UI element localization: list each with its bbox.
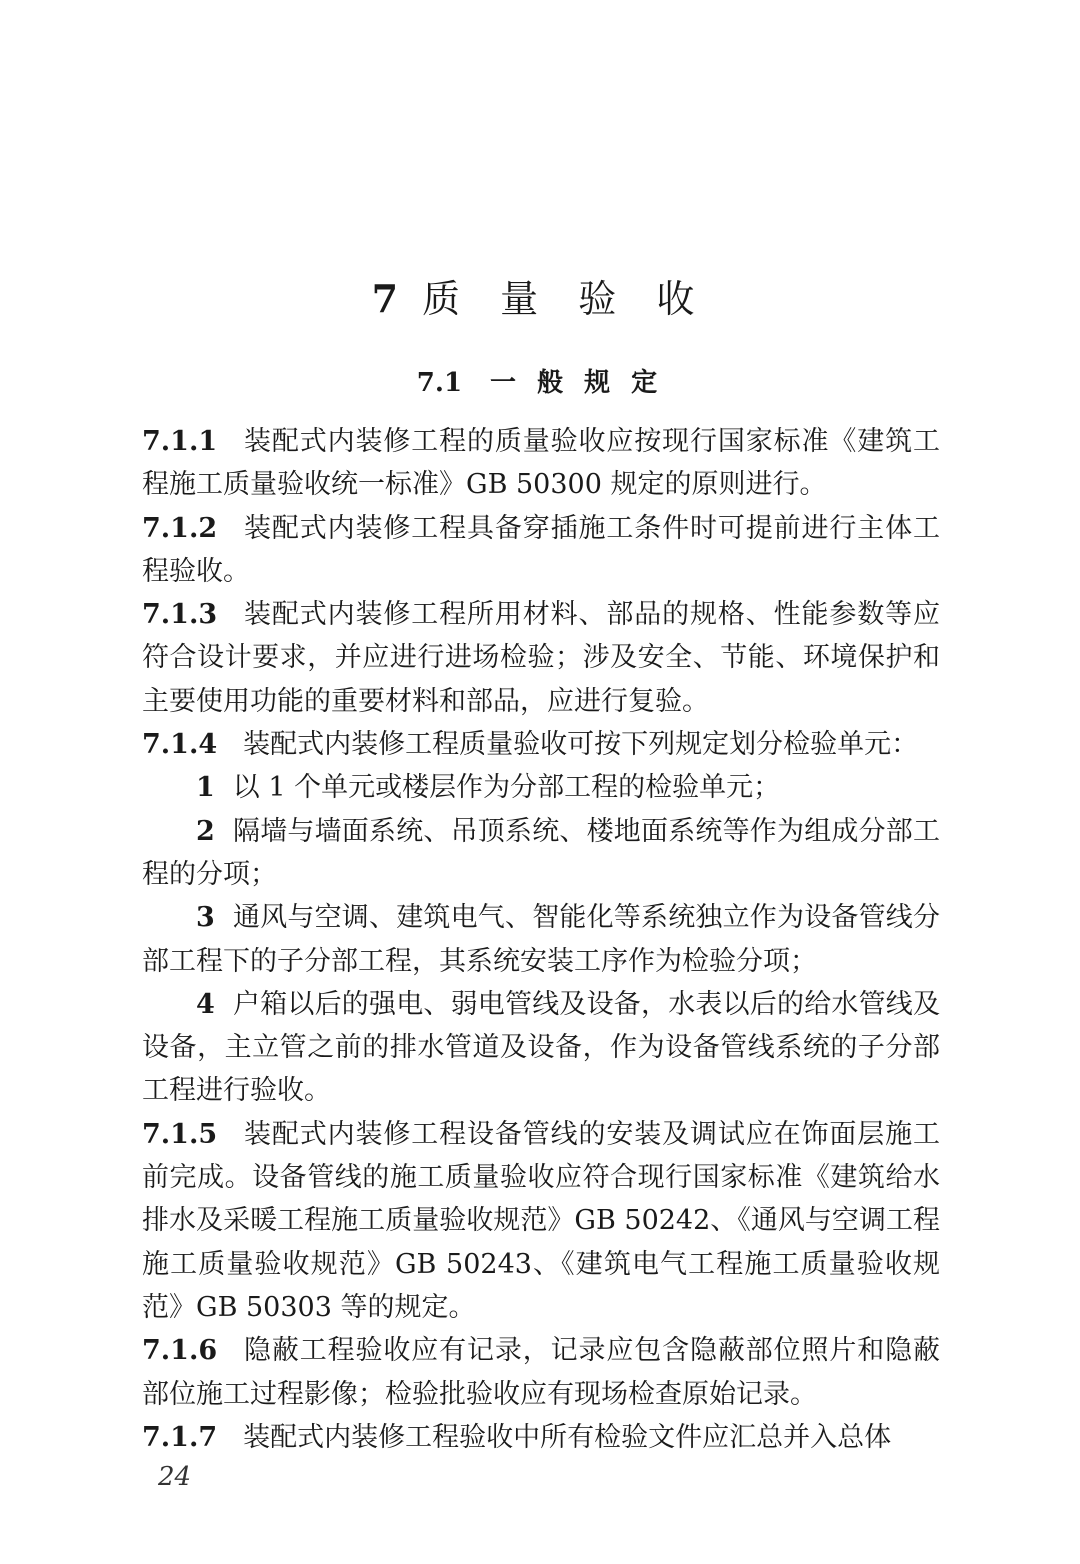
clause-text: 装配式内装修工程设备管线的安装及调试应在饰面层施工前完成。设备管线的施工质量验收应符合现行国家标准《建筑给水排水及采暖工程施工质量验收规范》GB 50242、《通风与空调工程施工质量验收规范》GB 50243、《建筑电气工程施工质量验收规范》GB 50303 等的规定。 <box>142 1118 940 1323</box>
clause-number: 7.1.5 <box>142 1118 218 1150</box>
item-text: 通风与空调、建筑电气、智能化等系统独立作为设备管线分部工程下的子分部工程，其系统安装工序作为检验分项； <box>142 902 940 977</box>
clause-number: 7.1.1 <box>142 426 218 457</box>
clause-text: 装配式内装修工程质量验收可按下列规定划分检验单元： <box>243 729 919 761</box>
item-text: 户箱以后的强电、弱电管线及设备，水表以后的给水管线及设备，主立管之前的排水管道及设备，作为设备管线系统的子分部工程进行验收。 <box>142 988 940 1107</box>
section-number: 7.1 <box>416 368 463 398</box>
clause-number: 7.1.7 <box>142 1421 218 1453</box>
clause-text: 隐蔽工程验收应有记录，记录应包含隐蔽部位照片和隐蔽部位施工过程影像；检验批验收应有现场检查原始记录。 <box>142 1335 940 1410</box>
clause-number: 7.1.2 <box>142 512 218 544</box>
chapter-title-text: 质 量 验 收 <box>422 277 709 321</box>
clause-text: 装配式内装修工程的质量验收应按现行国家标准《建筑工程施工质量验收统一标准》GB 50300 规定的原则进行。 <box>142 426 940 501</box>
clause-7-1-7 <box>142 1416 940 1459</box>
chapter-number: 7 <box>371 276 399 321</box>
clause-text: 装配式内装修工程所用材料、部品的规格、性能参数等应符合设计要求，并应进行进场检验；涉及安全、节能、环境保护和主要使用功能的重要材料和部品，应进行复验。 <box>142 599 940 717</box>
clause-7-1-5 <box>142 1113 940 1329</box>
clause-7-1-2 <box>142 507 940 594</box>
clause-number: 7.1.6 <box>142 1335 218 1367</box>
list-item-2 <box>142 810 940 897</box>
item-text: 以 1 个单元或楼层作为分部工程的检验单元； <box>232 772 781 804</box>
item-number: 4 <box>196 988 215 1020</box>
list-item-3 <box>142 896 940 983</box>
section-title <box>0 362 1080 399</box>
item-number: 3 <box>196 902 215 934</box>
clause-text: 装配式内装修工程具备穿插施工条件时可提前进行主体工程验收。 <box>142 512 940 587</box>
clause-7-1-6 <box>142 1329 940 1416</box>
item-text: 隔墙与墙面系统、吊顶系统、楼地面系统等作为组成分部工程的分项； <box>142 815 940 890</box>
list-item-4 <box>142 983 940 1113</box>
clause-number: 7.1.3 <box>142 599 218 631</box>
clause-text: 装配式内装修工程验收中所有检验文件应汇总并入总体 <box>243 1421 892 1453</box>
clause-7-1-4 <box>142 723 940 766</box>
clause-number: 7.1.4 <box>142 729 218 761</box>
item-number: 2 <box>196 815 215 847</box>
body-text <box>142 420 940 1459</box>
clause-7-1-3 <box>142 593 940 723</box>
page-number: 24 <box>158 1462 192 1492</box>
chapter-title <box>0 268 1080 323</box>
item-number: 1 <box>196 772 215 804</box>
section-title-text: 一 般 规 定 <box>490 368 664 398</box>
clause-7-1-1 <box>142 420 940 507</box>
list-item-1 <box>142 766 940 809</box>
